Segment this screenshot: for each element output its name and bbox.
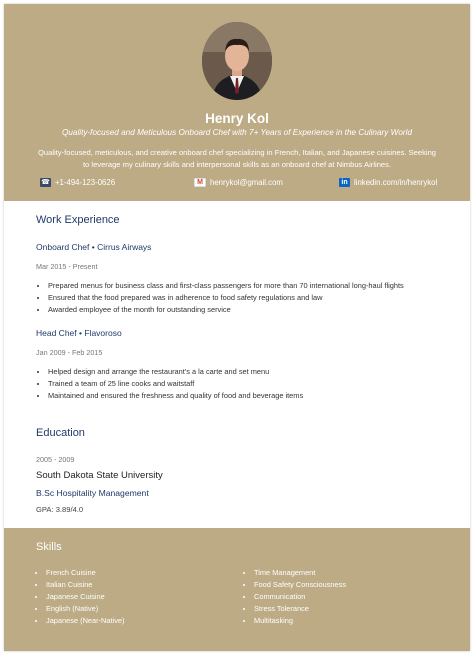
job-1-dates: Mar 2015 - Present [36, 262, 98, 271]
linkedin-url: linkedin.com/in/henrykol [354, 178, 438, 187]
job-1-role: Onboard Chef [36, 242, 90, 252]
skill-item: • Communication [254, 591, 346, 603]
skill-item: • Stress Tolerance [254, 603, 346, 615]
candidate-name: Henry Kol [205, 111, 269, 126]
summary: Quality-focused, meticulous, and creative onboard chef specializing in French, Italian, and Japanese cuisines. Seeking to leverage my culinary skills and interpersonal skills as an onboard chef at Nimbus Airlines. [37, 148, 437, 169]
job-2-role: Head Chef [36, 328, 77, 338]
profile-photo [202, 22, 272, 100]
skill-item: • Japanese (Near-Native) [46, 615, 124, 627]
skills-heading: Skills [36, 541, 62, 553]
list-item: • Helped design and arrange the restaurant's a la carte and set menu [48, 366, 458, 378]
job-2-title [36, 328, 122, 338]
skill-item: • Multitasking [254, 615, 346, 627]
resume-header [4, 4, 470, 201]
email-icon: M [194, 178, 206, 187]
skills-right-list [244, 567, 346, 627]
phone-contact[interactable] [40, 178, 115, 187]
skill-item: • Japanese Cuisine [46, 591, 124, 603]
resume-page [4, 4, 470, 651]
skill-item: • Food Safety Consciousness [254, 579, 346, 591]
phone-number: +1-494-123-0626 [55, 178, 116, 187]
school-name: South Dakota State University [36, 470, 163, 481]
work-experience-heading: Work Experience [36, 214, 120, 226]
linkedin-contact[interactable] [339, 178, 437, 187]
tagline: Quality-focused and Meticulous Onboard Chef with 7+ Years of Experience in the Culinary World [61, 128, 413, 137]
skill-item: • English (Native) [46, 603, 124, 615]
linkedin-icon: in [339, 178, 350, 187]
job-1-bullets [36, 280, 458, 316]
skill-item: • French Cuisine [46, 567, 124, 579]
education-heading: Education [36, 427, 85, 439]
email-address: henrykol@gmail.com [210, 178, 283, 187]
job-1-company: Cirrus Airways [97, 242, 152, 252]
separator-dot: • [79, 328, 85, 338]
skill-item: • Time Management [254, 567, 346, 579]
list-item: • Prepared menus for business class and first-class passengers for more than 70 international long-haul flights [48, 280, 458, 292]
skill-item: • Italian Cuisine [46, 579, 124, 591]
job-2-dates: Jan 2009 - Feb 2015 [36, 348, 103, 357]
degree: B.Sc Hospitality Management [36, 488, 149, 498]
list-item: • Trained a team of 25 line cooks and waitstaff [48, 378, 458, 390]
phone-icon: ☎ [41, 179, 50, 186]
skills-left-list [36, 567, 124, 627]
job-2-bullets [36, 366, 458, 402]
list-item: • Awarded employee of the month for outstanding service [48, 304, 458, 316]
job-1-title [36, 242, 151, 252]
list-item: • Maintained and ensured the freshness and quality of food and beverage items [48, 390, 458, 402]
separator-dot: • [91, 242, 98, 252]
education-dates: 2005 - 2009 [36, 455, 75, 464]
email-contact[interactable] [194, 178, 283, 187]
job-2-company: Flavoroso [84, 328, 122, 338]
skills-section [4, 528, 470, 651]
gpa: GPA: 3.89/4.0 [36, 505, 84, 514]
list-item: • Ensured that the food prepared was in adherence to food safety regulations and law [48, 292, 458, 304]
